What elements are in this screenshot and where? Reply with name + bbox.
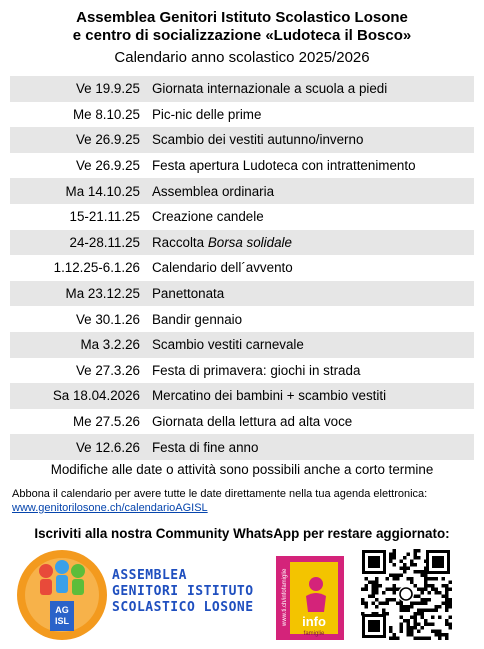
info-brand-text: info bbox=[302, 614, 326, 629]
event-row bbox=[10, 204, 474, 230]
agisl-badge-ag: AG bbox=[55, 605, 69, 615]
event-description: Giornata internazionale a scuola a piedi bbox=[152, 81, 388, 97]
title-line-1: Assemblea Genitori Istituto Scolastico Losone bbox=[76, 9, 408, 26]
changes-note: Modifiche alle date o attività sono possibili anche a corto termine bbox=[50, 462, 434, 477]
header bbox=[0, 0, 484, 67]
agisl-wordmark bbox=[112, 568, 254, 616]
event-description: Pic-nic delle prime bbox=[152, 106, 262, 122]
info-sub-text: famiglie bbox=[303, 631, 325, 637]
event-row bbox=[10, 76, 474, 102]
event-date: Ve 26.9.25 bbox=[75, 132, 140, 148]
event-date: Me 8.10.25 bbox=[73, 106, 140, 122]
event-date: 15-21.11.25 bbox=[69, 209, 140, 225]
event-description: Panettonata bbox=[152, 286, 225, 302]
event-date: Ve 26.9.25 bbox=[75, 158, 140, 174]
whatsapp-qr-code[interactable] bbox=[360, 548, 452, 640]
event-row bbox=[10, 332, 474, 358]
event-date: Ve 27.3.26 bbox=[75, 362, 140, 378]
info-famiglie-logo bbox=[276, 556, 344, 640]
event-row bbox=[10, 230, 474, 256]
event-row bbox=[10, 153, 474, 179]
event-row bbox=[10, 127, 474, 153]
event-row bbox=[10, 383, 474, 409]
event-description: Bandir gennaio bbox=[152, 311, 243, 327]
event-row bbox=[10, 178, 474, 204]
event-description-text: Raccolta bbox=[152, 234, 208, 250]
agisl-line-2: GENITORI ISTITUTO bbox=[112, 584, 254, 599]
event-description: Scambio vestiti carnevale bbox=[152, 337, 304, 353]
info-vertical-text: www.ti.ch/infofamiglie bbox=[282, 568, 288, 626]
event-date: Sa 18.04.2026 bbox=[52, 388, 140, 404]
event-row bbox=[10, 409, 474, 435]
event-row bbox=[10, 281, 474, 307]
event-row bbox=[10, 434, 474, 460]
event-description bbox=[146, 235, 292, 250]
event-date: Ve 12.6.26 bbox=[75, 439, 140, 455]
agisl-line-3: SCOLASTICO LOSONE bbox=[112, 600, 254, 615]
calendar-subtitle: Calendario anno scolastico 2025/2026 bbox=[114, 49, 370, 66]
title-line-2: e centro di socializzazione «Ludoteca il Bosco» bbox=[72, 27, 412, 44]
event-description: Scambio dei vestiti autunno/inverno bbox=[152, 132, 364, 148]
event-date: 24-28.11.25 bbox=[69, 234, 140, 250]
events-table bbox=[10, 76, 474, 460]
event-date: 1.12.25-6.1.26 bbox=[53, 260, 140, 276]
subscribe-block bbox=[12, 487, 427, 515]
subscribe-text: Abbona il calendario per avere tutte le date direttamente nella tua agenda elettronica: bbox=[12, 488, 428, 500]
agisl-badge-isl: ISL bbox=[54, 616, 70, 626]
event-date: Ve 19.9.25 bbox=[75, 81, 140, 97]
calendar-link[interactable]: www.genitorilosone.ch/calendarioAGISL bbox=[12, 502, 208, 514]
event-description: Festa di primavera: giochi in strada bbox=[152, 362, 361, 378]
agisl-logo bbox=[16, 549, 108, 641]
event-description: Festa apertura Ludoteca con intrattenimento bbox=[152, 158, 416, 174]
event-description: Creazione candele bbox=[152, 209, 264, 225]
event-date: Ma 14.10.25 bbox=[65, 183, 140, 199]
agisl-line-1: ASSEMBLEA bbox=[112, 568, 187, 583]
event-date: Me 27.5.26 bbox=[73, 414, 140, 430]
event-row bbox=[10, 255, 474, 281]
event-description-italic: Borsa solidale bbox=[207, 234, 292, 250]
event-description: Mercatino dei bambini + scambio vestiti bbox=[152, 388, 387, 404]
event-date: Ve 30.1.26 bbox=[75, 311, 140, 327]
event-description: Festa di fine anno bbox=[152, 439, 259, 455]
event-row bbox=[10, 102, 474, 128]
whatsapp-invite: Iscriviti alla nostra Community WhatsApp per restare aggiornato: bbox=[34, 526, 450, 541]
event-date: Ma 3.2.26 bbox=[80, 337, 140, 353]
event-description: Assemblea ordinaria bbox=[152, 183, 275, 199]
event-description: Giornata della lettura ad alta voce bbox=[152, 414, 353, 430]
event-row bbox=[10, 358, 474, 384]
event-description: Calendario dell´avvento bbox=[152, 260, 293, 276]
event-row bbox=[10, 306, 474, 332]
event-date: Ma 23.12.25 bbox=[65, 286, 140, 302]
